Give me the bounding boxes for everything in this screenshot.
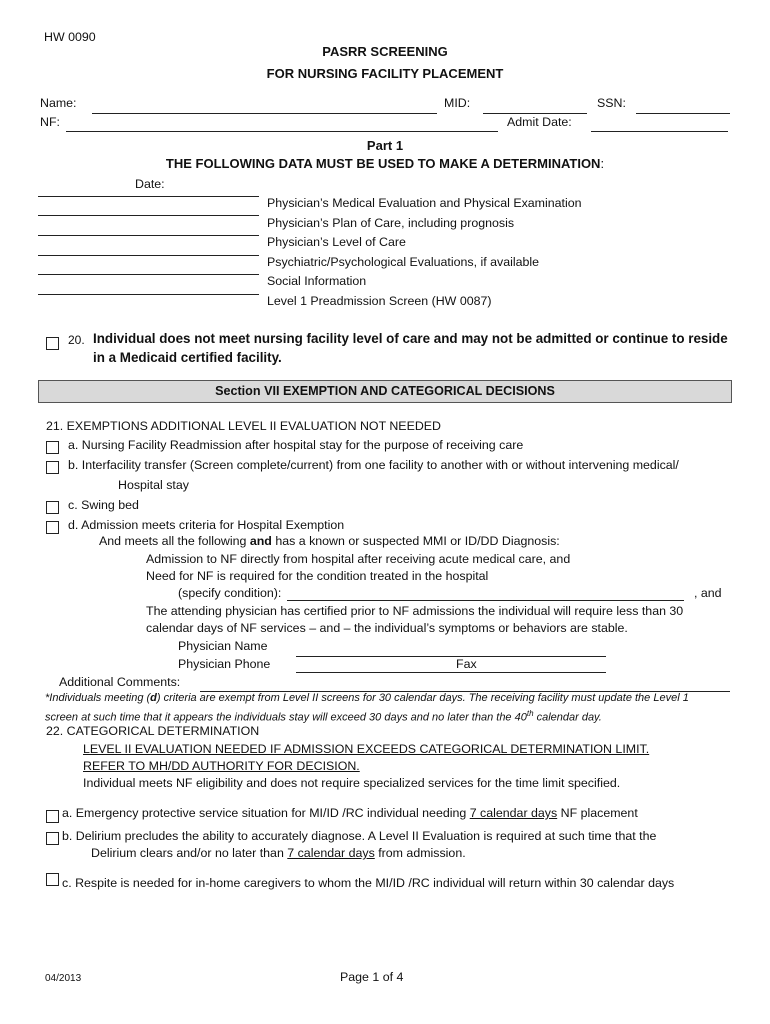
item21d-attend1: The attending physician has certified prior to NF admissions the individual will require less than 30 [146,604,684,618]
item21d-specify: (specify condition): [178,586,282,600]
admit-date-label: Admit Date: [507,115,572,129]
item22b-checkbox[interactable] [46,832,59,845]
form-title-line1: PASRR SCREENING [322,44,448,59]
part1-item-4: Psychiatric/Psychological Evaluations, if available [267,255,540,269]
item21d-attend2: calendar days of NF services – and – the individual’s symptoms or behaviors are stable. [146,621,628,635]
item21b-line2: Hospital stay [118,478,189,492]
footer-date: 04/2013 [45,973,82,984]
physician-phone-field[interactable] [296,672,606,673]
item22c-text: c. Respite is needed for in-home caregivers to whom the MI/ID /RC individual will return within 30 calendar days [62,876,675,890]
part1-item-5: Social Information [267,274,367,288]
form-id: HW 0090 [44,30,96,44]
item22a-checkbox[interactable] [46,810,59,823]
date-field-4[interactable] [38,255,259,256]
nf-label: NF: [40,115,60,129]
section7-banner: Section VII EXEMPTION AND CATEGORICAL DECISIONS [38,380,732,403]
item22b-line1: b. Delirium precludes the ability to accurately diagnose. A Level II Evaluation is required at such time that the [62,829,657,843]
mid-label: MID: [444,96,471,110]
item20-line1: Individual does not meet nursing facility level of care and may not be admitted or continue to reside [93,331,728,346]
ssn-field[interactable] [636,113,730,114]
item21d-and-end: , and [694,586,722,600]
item22a-text: a. Emergency protective service situation for MI/ID /RC individual needing 7 calendar days NF placement [62,806,638,820]
page-number: Page 1 of 4 [340,970,404,984]
date-label: Date: [135,177,165,191]
ssn-label: SSN: [597,96,626,110]
item22-refer: REFER TO MH/DD AUTHORITY FOR DECISION. [83,759,360,773]
physician-name-label: Physician Name [178,639,268,653]
item21d-text: d. Admission meets criteria for Hospital Exemption [68,518,345,532]
item21a-text: a. Nursing Facility Readmission after hospital stay for the purpose of receiving care [68,438,524,452]
part1-item-2: Physician’s Plan of Care, including prognosis [267,216,515,230]
item20-line2: in a Medicaid certified facility. [93,350,282,365]
specify-condition-field[interactable] [287,600,684,601]
additional-comments-label: Additional Comments: [59,675,181,689]
physician-name-field[interactable] [296,656,606,657]
item22b-line2: Delirium clears and/or no later than 7 calendar days from admission. [91,846,466,860]
item21c-text: c. Swing bed [68,498,139,512]
item21d-need: Need for NF is required for the condition treated in the hospital [146,569,489,583]
mid-field[interactable] [483,113,587,114]
item21-heading: 21. EXEMPTIONS ADDITIONAL LEVEL II EVALUATION NOT NEEDED [46,419,441,433]
admit-date-field[interactable] [591,131,728,132]
item21b-checkbox[interactable] [46,461,59,474]
item22-eligibility: Individual meets NF eligibility and does not require specialized services for the time limit specified. [83,776,621,790]
name-label: Name: [40,96,77,110]
item21d-and-line: And meets all the following and has a known or suspected MMI or ID/DD Diagnosis: [99,534,560,548]
form-title-line2: FOR NURSING FACILITY PLACEMENT [266,66,504,81]
date-field-1[interactable] [38,196,259,197]
item22-level2: LEVEL II EVALUATION NEEDED IF ADMISSION EXCEEDS CATEGORICAL DETERMINATION LIMIT. [83,742,650,756]
item21b-line1: b. Interfacility transfer (Screen complete/current) from one facility to another with or without intervening medical/ [68,458,679,472]
physician-phone-label: Physician Phone [178,657,271,671]
name-field[interactable] [92,113,437,114]
item20-checkbox[interactable] [46,337,59,350]
date-field-3[interactable] [38,235,259,236]
fax-label: Fax [456,657,477,671]
date-field-5[interactable] [38,274,259,275]
item21d-admission: Admission to NF directly from hospital after receiving acute medical care, and [146,552,571,566]
item21c-checkbox[interactable] [46,501,59,514]
item22-heading: 22. CATEGORICAL DETERMINATION [46,724,260,738]
exemption-note-line1: *Individuals meeting (d) criteria are exempt from Level II screens for 30 calendar days. The receiving facility must update the Level 1 [45,692,689,704]
part1-item-1: Physician’s Medical Evaluation and Physical Examination [267,196,582,210]
item21a-checkbox[interactable] [46,441,59,454]
part1-heading: Part 1 [366,138,404,153]
part1-item-3: Physician’s Level of Care [267,235,406,249]
date-field-2[interactable] [38,215,259,216]
item20-number: 20. [68,333,85,347]
part1-subheading: THE FOLLOWING DATA MUST BE USED TO MAKE A DETERMINATION: [165,156,605,171]
date-field-6[interactable] [38,294,259,295]
nf-field[interactable] [66,131,498,132]
part1-item-6: Level 1 Preadmission Screen (HW 0087) [267,294,492,308]
item22c-checkbox[interactable] [46,873,59,886]
item21d-checkbox[interactable] [46,521,59,534]
exemption-note-line2: screen at such time that it appears the individuals stay will exceed 30 days and no later than the 40th calendar day. [45,709,602,724]
